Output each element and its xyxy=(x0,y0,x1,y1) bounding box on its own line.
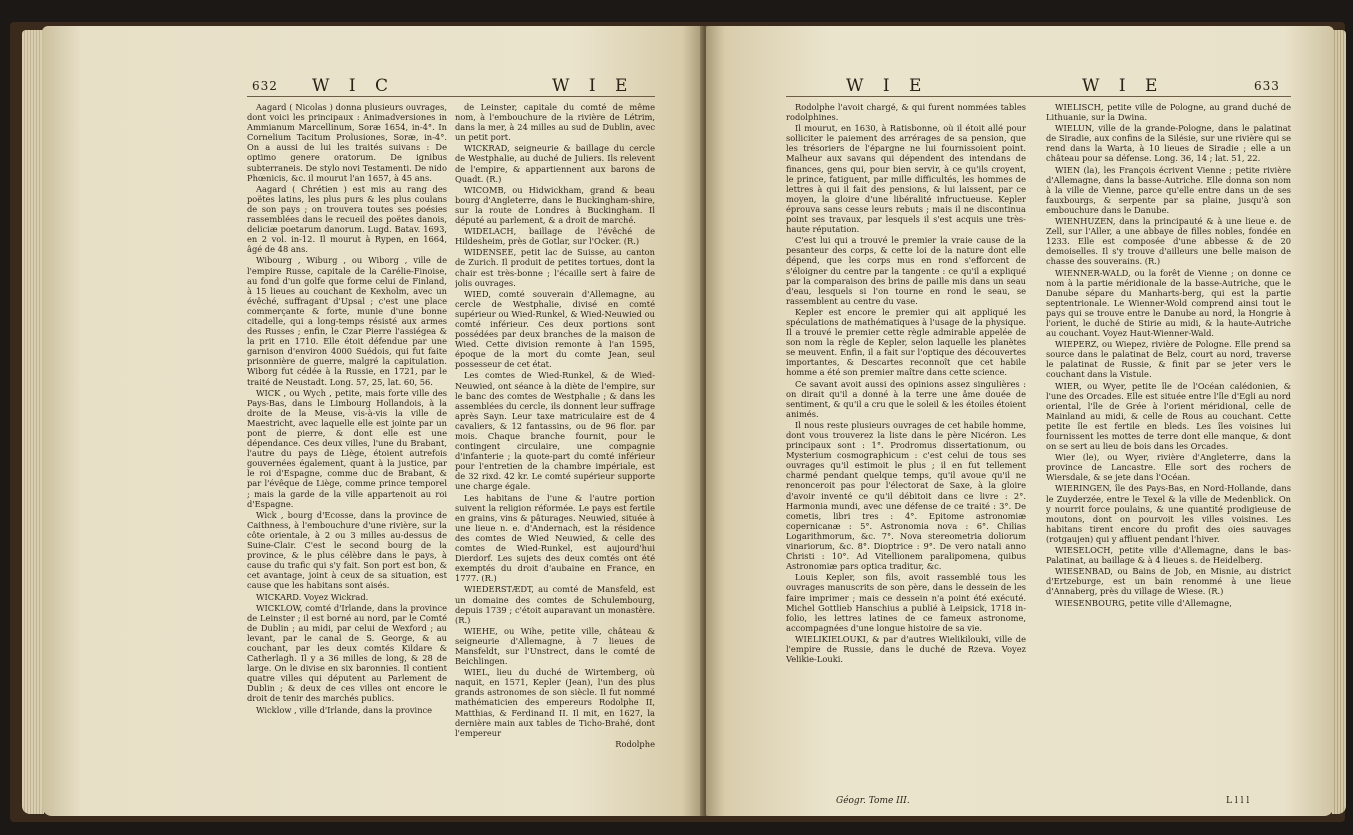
paragraph: WICKARD. Voyez Wickrad. xyxy=(256,591,369,602)
left-page xyxy=(42,26,702,816)
right-column-1 xyxy=(786,102,1026,792)
left-header-word-right: W I E xyxy=(552,76,635,96)
paragraph: Louis Kepler, son fils, avoit rassemblé tous les ouvrages manuscrits de son père, dans le dessein de les faire imprimer ; mais ce dessein n'a point été exécuté. Michel Gottlieb Hanschius a publié à Leipsick, 1718 in-folio, les lettres latines de ce fameux astronome, accompagnées d'une longue histoire de sa vie. xyxy=(786,572,1026,633)
paragraph: de Leinster, capitale du comté de même nom, à l'embouchure de la rivière de Létrim, dans la mer, à 24 milles au sud de Dublin, avec un petit port. xyxy=(455,102,655,143)
signature-footer: Géogr. Tome III. xyxy=(836,796,910,806)
paragraph: Kepler est encore le premier qui ait appliqué les spéculations de mathématiques à l'usage de la physique. Il a trouvé le premier cette règle admirable appelée de son nom la règle de Kepler, selon laquelle les planètes se meuvent. Enfin, il a fait sur l'optique des découvertes importantes, & Descartes reconnoît que cet habile homme a été son premier maître dans cette science. xyxy=(786,306,1026,378)
left-page-number: 632 xyxy=(252,79,278,93)
paragraph: WIESENBOURG, petite ville d'Allemagne, xyxy=(1055,597,1232,608)
paragraph: WIEN (la), les François écrivent Vienne ; petite rivière d'Allemagne, dans la basse-Autriche. Elle donna son nom à la ville de Vienne, parce qu'elle entre dans un de ses fauxbourgs, & serpente par sa plaine, jusqu'à son embouchure dans le Danube. xyxy=(1046,164,1291,215)
paragraph: WIEL, lieu du duché de Wirtemberg, où naquit, en 1571, Kepler (Jean), l'un des plus grands astronomes de son siècle. Il fut nommé mathématicien des empereurs Rodolphe II, Matthias, & Ferdinand II. Il mit, en 1627, la dernière main aux tables de Ticho-Brahé, dont l'empereur xyxy=(455,667,655,738)
page-edges-right xyxy=(1332,30,1346,814)
paragraph: Wibourg , Wiburg , ou Wiborg , ville de l'empire Russe, capitale de la Carélie-Finoise, au fond d'un golfe que forme celui de Finland, à 15 lieues au couchant de Kexholm, avec un évêché, suffragant d'Upsal ; c'est une place commerçante & forte, munie d'une bonne citadelle, qui a long-temps résisté aux armes des Russes ; enfin, le Czar Pierre l'assiégea & la prit en 1710. Elle étoit défendue par une garnison d'environ 4000 Suédois, qui fut faite prisonnière de guerre, malgré la capitulation. Wiborg fut cédée à la Russie, en 1721, par le traité de Neustadt. Long. 57, 25, lat. 60, 56. xyxy=(247,255,447,387)
left-column-2 xyxy=(455,102,655,802)
left-header-word: W I C xyxy=(312,76,396,96)
signature-mark: L l l l xyxy=(1226,796,1250,806)
header-rule xyxy=(786,96,1291,97)
paragraph: WICOMB, ou Hidwickham, grand & beau bourg d'Angleterre, dans le Buckingham-shire, sur la route de Londres à Buckingham. Il député au parlement, & a droit de marché. xyxy=(455,184,655,226)
paragraph: WIELISCH, petite ville de Pologne, au grand duché de Lithuanie, sur la Dwina. xyxy=(1046,102,1291,123)
paragraph: WIDELACH, baillage de l'évêché de Hildesheim, près de Gotlar, sur l'Ocker. (R.) xyxy=(455,226,655,247)
paragraph: Il nous reste plusieurs ouvrages de cet habile homme, dont vous trouverez la liste dans le père Nicéron. Les principaux sont : 1°. Prodromus dissertationum, ou Mysterium cosmographicum : c'est celui de tous ses ouvrages qu'il estimoit le plus ; il en fut tellement charmé pendant quelque temps, qu'il avoue qu'il ne renonceroit pas pour l'électorat de Saxe, à la gloire d'avoir inventé ce qu'il débitoit dans ce livre : 2°. Harmonia mundi, avec une défense de ce traité : 3°. De cometis, libri tres : 4°. Epitome astronomiæ copernicanæ : 5°. Astronomia nova : 6°. Chilias Logarithmorum, &c. 7°. Nova stereometria doliorum vinariorum, &c. 8°. Dioptrice : 9°. De vero natali anno Christi : 10°. Ad Vitellionem paralipomena, quibus Astronomiæ pars optica traditur, &c. xyxy=(786,419,1026,572)
paragraph: Wicklow , ville d'Irlande, dans la province xyxy=(256,704,433,715)
open-book xyxy=(10,22,1345,822)
paragraph: WIESENBAD, ou Bains de Job, en Misnie, au district d'Ertzeburge, est un bain renommé à une lieue d'Annaberg, près du village de Wiese. (R.) xyxy=(1046,566,1291,597)
paragraph: WIESELOCH, petite ville d'Allemagne, dans le bas-Palatinat, au baillage & à 4 lieues s. de Heidelberg. xyxy=(1046,545,1291,566)
paragraph: WICK , ou Wych , petite, mais forte ville des Pays-Bas, dans le Limbourg Hollandois, à la droite de la Meuse, vis-à-vis la ville de Maestricht, avec laquelle elle est jointe par un pont de pierre, & dont elle est une dépendance. Ces deux villes, l'une du Brabant, l'autre du pays de Liège, étoient autrefois gouvernées également, quant à la justice, par le roi d'Espagne, comme duc de Brabant, & par l'évêque de Liège, comme prince temporel ; mais la garde de la ville appartenoit au roi d'Espagne. xyxy=(247,387,447,509)
paragraph: Aagard ( Chrétien ) est mis au rang des poëtes latins, les plus purs & les plus coulans de son pays ; on trouvera toutes ses poésies rassemblées dans le recueil des poëtes danois, deliciæ poetarum danorum. Lugd. Batav. 1693, en 2 vol. in-12. Il mourut à Rypen, en 1664, âgé de 48 ans. xyxy=(247,183,447,255)
right-page-number: 633 xyxy=(1254,79,1280,93)
paragraph: WIER, ou Wyer, petite île de l'Océan calédonien, & l'une des Orcades. Elle est située entre l'île d'Egli au nord oriental, l'île de Grée à l'orient méridional, celle de Mainland au midi, & celle de Rous au couchant. Cette petite île est fertile en bleds. Les îles voisines lui fournissent les mottes de terre dont elle manque, & dont on se sert au lieu de bois dans les Orcades. xyxy=(1046,380,1291,452)
paragraph: WICKLOW, comté d'Irlande, dans la province de Leinster ; il est borné au nord, par le Comté de Dublin ; au midi, par celui de Wexford ; au levant, par le canal de S. George, & au couchant, par les deux comtés Kildare & Catherlagh. Il y a 36 milles de long, & 28 de large. On le divise en six baronnies. Il contient quatre villes qui députent au Parlement de Dublin ; & deux de ces villes ont encore le droit de tenir des marchés publics. xyxy=(247,602,447,704)
paragraph: WIELUN, ville de la grande-Pologne, dans le palatinat de Siradie, aux confins de la Silésie, sur une rivière qui se rend dans la Warta, à 10 lieues de Siradie ; elle a un château pour sa défense. Long. 36, 14 ; lat. 51, 22. xyxy=(1046,123,1291,164)
paragraph: WIELIKIELOUKI, & par d'autres Wielikilouki, ville de l'empire de Russie, dans le duché de Rzeva. Voyez Velikie-Louki. xyxy=(786,633,1026,665)
paragraph: WIEPERZ, ou Wiepez, rivière de Pologne. Elle prend sa source dans le palatinat de Belz, court au nord, traverse le palatinat de Russie, & finit par se jeter vers le couchant dans la Vistule. xyxy=(1046,339,1291,380)
paragraph: WIEHE, ou Wihe, petite ville, château & seigneurie d'Allemagne, à 7 lieues de Mansfeldt, sur l'Unstrect, dans le comté de Beichlingen. xyxy=(455,625,655,667)
paragraph: Il mourut, en 1630, à Ratisbonne, où il étoit allé pour solliciter le paiement des arrérages de sa pension, que les trésoriers de l'épargne ne lui fournissoient point. Malheur aux savans qui dépendent des intendans de finances, gens qui, pour bien servir, à ce qu'ils croyent, le prince, fatiguent, par mille difficultés, les hommes de lettres à qui il fait des pensions, & lui laissent, par ce moyen, la gloire d'une libéralité infructueuse. Kepler éprouva sans cesse leurs rebuts ; mais il ne discontinua point ses travaux, par lesquels il s'est acquis une très-haute réputation. xyxy=(786,123,1026,235)
paragraph: WIERINGEN, île des Pays-Bas, en Nord-Hollande, dans le Zuyderzée, entre le Texel & la ville de Medenblick. On y nourrit force poulains, & une quantité prodigieuse de moutons, dont on pourvoit les villes voisines. Les habitans tirent encore du profit des oies sauvages (rotgaujen) qui y affluent pendant l'hiver. xyxy=(1046,483,1291,544)
paragraph: WICKRAD, seigneurie & baillage du cercle de Westphalie, au duché de Juliers. Ils relevent de l'empire, & appartiennent aux barons de Quadt. (R.) xyxy=(455,143,655,184)
right-column-2 xyxy=(1046,102,1291,792)
page-edges-left xyxy=(22,30,44,814)
right-page xyxy=(706,26,1334,816)
paragraph: WIEDERSTÆDT, au comté de Mansfeld, est un domaine des comtes de Schulembourg, depuis 1739 ; c'étoit auparavant un monastère. (R.) xyxy=(455,584,655,625)
paragraph: WIENNER-WALD, ou la forêt de Vienne ; on donne ce nom à la partie méridionale de la basse-Autriche, que le Danube sépare du Manharts-berg, qui est la partie septentrionale. Le Wienner-Wold comprend ainsi tout le pays qui se trouve entre le Danube au nord, la Hongrie à l'orient, le duché de Stirie au midi, & la haute-Autriche au couchant. Voyez Haut-Wienner-Wald. xyxy=(1046,267,1291,339)
paragraph: Aagard ( Nicolas ) donna plusieurs ouvrages, dont voici les principaux : Animadversiones in Ammianum Marcellinum, Soræ 1654, in-4°. In Cornelium Tacitum Prolusiones, Soræ, in-4°. On a aussi de lui les traités suivans : De optimo genere oratorum. De ignibus subterraneis. De stylo novi Testamenti. De nido Phœnicis, &c. il mourut l'an 1657, à 45 ans. xyxy=(247,102,447,183)
paragraph: WIDENSEE, petit lac de Suisse, au canton de Zurich. Il produit de petites tortues, dont la chair est très-bonne ; l'écaille sert à faire de jolis ouvrages. xyxy=(455,247,655,288)
paragraph: Les comtes de Wied-Runkel, & de Wied-Neuwied, ont séance à la diète de l'empire, sur le banc des comtes de Westphalie ; & dans les assemblées du cercle, ils donnent leur suffrage après Sayn. Leur taxe matriculaire est de 4 cavaliers, & 12 fantassins, ou de 96 flor. par mois. Chaque branche fournit, pour le contingent circulaire, une compagnie d'infanterie ; la quote-part du comté inférieur pour l'entretien de la chambre impériale, est de 32 rixd. 42 kr. Le comté supérieur supporte une charge égale. xyxy=(455,370,655,492)
paragraph: Les habitans de l'une & l'autre portion suivent la religion réformée. Le pays est fertile en grains, vins & pâturages. Neuwied, située à une lieue n. e. d'Andernach, est la résidence des comtes de Wied Neuwied, & celle des comtes de Wied-Runkel, est aujourd'hui Dierdorf. Les sujets des deux comtés ont été exemptés du droit d'aubaine en France, en 1777. (R.) xyxy=(455,492,655,584)
right-header-word-right: W I E xyxy=(1082,76,1165,96)
paragraph: Ce savant avoit aussi des opinions assez singulières : on dirait qu'il a donné à la terre une âme douée de sentiment, & qu'il a cru que le soleil & les étoiles étoient animés. xyxy=(786,378,1026,419)
paragraph: C'est lui qui a trouvé le premier la vraie cause de la pesanteur des corps, & cette loi de la nature dont elle dépend, que les corps mus en rond s'efforcent de s'éloigner du centre par la tangente : ce qu'il a expliqué par la comparaison des brins de paille mis dans un seau d'eau, lesquels si l'on tourne en rond le seau, se rassemblent au centre du vase. xyxy=(786,235,1026,306)
catchword: Rodolphe xyxy=(615,738,655,749)
header-rule xyxy=(247,96,655,97)
paragraph: Rodolphe l'avoit chargé, & qui furent nommées tables rodolphines. xyxy=(786,102,1026,123)
right-header-word: W I E xyxy=(846,76,929,96)
paragraph: WIENHUZEN, dans la principauté & à une lieue e. de Zell, sur l'Aller, a une abbaye de filles nobles, fondée en 1233. Elle est composée d'une abbesse & de 20 demoiselles. Il s'y trouve d'ailleurs une belle maison de chasse des souverains. (R.) xyxy=(1046,216,1291,267)
paragraph: WIED, comté souverain d'Allemagne, au cercle de Westphalie, divisé en comté supérieur ou Wied-Runkel, & Wied-Neuwied ou comté inférieur. Ces deux portions sont possédées par deux branches de la maison de Wied. Cette division remonte à l'an 1595, époque de la mort du comte Jean, seul possesseur de cet état. xyxy=(455,288,655,370)
left-column-1 xyxy=(247,102,447,802)
paragraph: Wick , bourg d'Ecosse, dans la province de Caithness, à l'embouchure d'une rivière, sur la côte orientale, à 2 ou 3 milles au-dessus de Suine-Clair. C'est le second bourg de la province, & le plus célèbre dans le pays, à cause du trafic qui s'y fait. Son port est bon, & cet avantage, joint à ceux de sa situation, est cause que les habitans sont aisés. xyxy=(247,509,447,591)
paragraph: Wier (le), ou Wyer, rivière d'Angleterre, dans la province de Lancastre. Elle sort des rochers de Wiersdale, & se jete dans l'Océan. xyxy=(1046,452,1291,483)
